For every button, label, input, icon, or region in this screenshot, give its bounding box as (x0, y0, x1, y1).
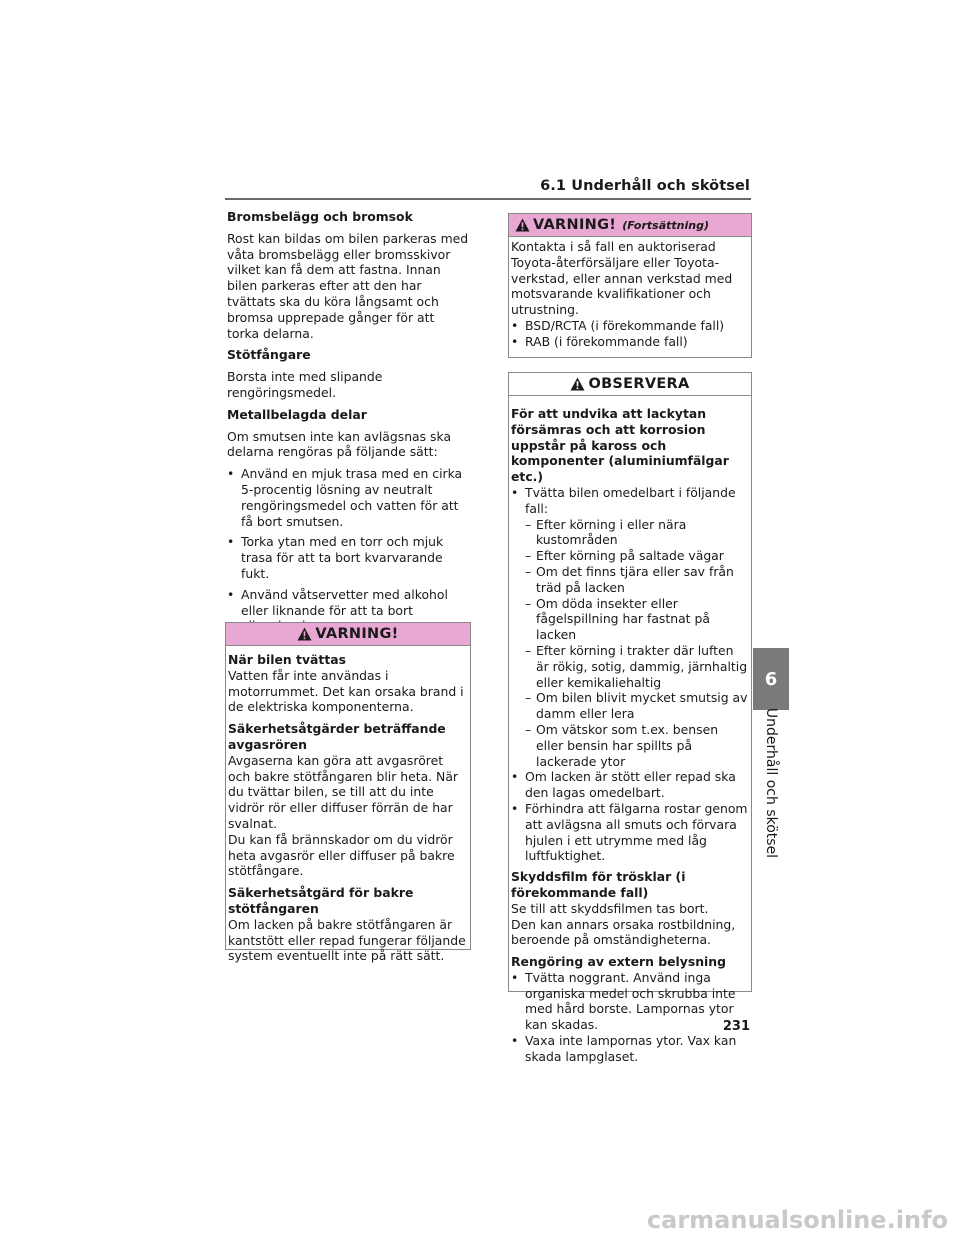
bullet-mark: • (227, 586, 235, 602)
warning-icon (515, 218, 530, 232)
list-item: • Använd en mjuk trasa med en cirka 5-procentig lösning av neutralt rengöringsmedel och vatten för att få bort smutsen. (227, 466, 463, 529)
notice-header (509, 373, 751, 396)
heading-metal-parts: Metallbelagda delar (227, 406, 367, 422)
notice-icon (570, 377, 585, 391)
list-item: • Förhindra att fälgarna rostar genom att avlägsna all smuts och förvara hjulen i ett utrymme med låg luftfuktighet. (511, 800, 748, 864)
heading-brakes: Bromsbelägg och bromsok (227, 209, 413, 224)
chapter-tab[interactable] (753, 648, 789, 710)
bullet-mark: • (511, 484, 519, 500)
heading-paint-corrosion: För att undvika att lackytan försämras och att korrosion uppstår på kaross och komponenter (aluminiumfälgar etc.) (511, 406, 729, 485)
dash-mark: – (525, 642, 532, 658)
list-item: • Tvätta bilen omedelbart i följande fall: (511, 484, 736, 516)
dash-mark: – (525, 548, 532, 564)
paragraph-metal-parts: Om smutsen inte kan avlägsnas ska delarna rengöras på följande sätt: (227, 428, 452, 460)
list-item: • RAB (i förekommande fall) (511, 333, 688, 349)
list-item: • Om lacken är stött eller repad ska den lagas omedelbart. (511, 769, 736, 801)
paragraph-bumper: Borsta inte med slipande rengöringsmedel. (227, 369, 383, 400)
list-item: • Använd våtservetter med alkohol eller liknande för att ta bort (227, 586, 448, 618)
bullet-mark: • (511, 317, 519, 333)
bullet-mark: • (511, 800, 519, 816)
continued-label: (Fortsättning) (622, 218, 709, 232)
paragraph-brakes: Rost kan bildas om bilen parkeras med våta bromsbelägg eller bromsskivor vilket kan få dem att fastna. Innan bilen parkeras efter att den har tvättats ska du köra långsamt och bromsa upprepade gånger för att torka delarna. (227, 230, 469, 341)
heading-exhaust: Säkerhetsåtgärder beträffande avgasrören (228, 721, 446, 752)
paragraph-exhaust-burns: Du kan få brännskador om du vidrör heta avgasrör eller diffuser på bakre stötfångare. (228, 831, 455, 879)
list-subitem: – Efter körning på saltade vägar (525, 548, 724, 564)
heading-washing: När bilen tvättas (228, 652, 347, 667)
dash-mark: – (525, 563, 532, 579)
heading-sill-film: Skyddsfilm för trösklar (i förekommande fall) (511, 869, 686, 900)
bullet-mark: • (511, 1033, 519, 1049)
warning-label: VARNING! (315, 626, 399, 642)
list-item: • BSD/RCTA (i förekommande fall) (511, 317, 725, 333)
list-item: • Vaxa inte lampornas ytor. Vax kan skada lampglaset. (511, 1033, 737, 1064)
list-subitem: – Om bilen blivit mycket smutsig av damm eller lera (525, 690, 748, 722)
warning-box (225, 622, 471, 964)
bullet-mark: • (227, 534, 235, 550)
dash-mark: – (525, 721, 532, 737)
warning-label: VARNING! (533, 217, 617, 233)
heading-lights-cleaning: Rengöring av extern belysning (511, 954, 726, 970)
dash-mark: – (525, 595, 532, 611)
list-subitem: – Om döda insekter eller fågelspillning har fastnat på lacken (525, 595, 710, 643)
paragraph-rear-bumper: Om lacken på bakre stötfångaren är kantstött eller repad fungerar följande system eventuellt inte på rätt sätt. (228, 916, 466, 964)
bullet-mark: • (511, 769, 519, 785)
dash-mark: – (525, 516, 532, 532)
page-number: 231 (722, 1019, 750, 1034)
chapter-number: 6 (764, 668, 778, 690)
bullet-mark: • (511, 333, 519, 349)
paragraph-sill-film: Se till att skyddsfilmen tas bort. (511, 900, 709, 916)
warning-header (509, 214, 751, 237)
bullet-mark: • (227, 466, 235, 482)
dash-mark: – (525, 690, 532, 706)
list-item: • Tvätta noggrant. Använd inga organiska medel och skrubba inte med hård borste. Lampornas ytor kan skadas. (511, 969, 736, 1033)
notice-label: OBSERVERA (588, 376, 690, 392)
heading-rear-bumper: Säkerhetsåtgärd för bakre stötfångaren (228, 885, 414, 916)
list-subitem: – Om vätskor som t.ex. bensen eller bensin har spillts på lackerade ytor (525, 721, 719, 769)
bullet-mark: • (511, 969, 519, 985)
list-subitem: – Efter körning i trakter där luften är rökig, sotig, dammig, järnhaltig eller kemikaliehaltig (525, 642, 748, 690)
heading-bumper: Stötfångare (227, 347, 311, 363)
section-title: 6.1 Underhåll och skötsel (540, 178, 750, 194)
paragraph-contact-dealer: Kontakta i så fall en auktoriserad Toyota-återförsäljare eller Toyota-verkstad, eller annan verkstad med motsvarande kvalifikationer och utrustning. (511, 239, 733, 318)
paragraph-exhaust: Avgaserna kan göra att avgasröret och bakre stötfångaren blir heta. När du tvättar bilen, se till att du inte vidrör rör eller diffuser förrän de har svalnat. (228, 752, 459, 831)
list-item: • Torka ytan med en torr och mjuk trasa för att ta bort kvarvarande fukt. (227, 534, 444, 581)
warning-box-continued (508, 213, 752, 358)
warning-header (226, 623, 470, 646)
list-subitem: – Om det finns tjära eller sav från träd på lacken (525, 563, 734, 595)
left-column (227, 209, 469, 639)
watermark: carmanualsonline.info (646, 1206, 948, 1234)
warning-icon (297, 627, 312, 641)
paragraph-washing: Vatten får inte användas i motorrummet. Det kan orsaka brand i de elektriska komponenterna. (228, 667, 464, 715)
list-subitem: – Efter körning i eller nära kustområden (525, 516, 687, 548)
chapter-title: Underhåll och skötsel (763, 707, 779, 859)
header-rule (225, 198, 751, 200)
paragraph-sill-film-rust: Den kan annars orsaka rostbildning, beroende på omständigheterna. (511, 916, 736, 948)
